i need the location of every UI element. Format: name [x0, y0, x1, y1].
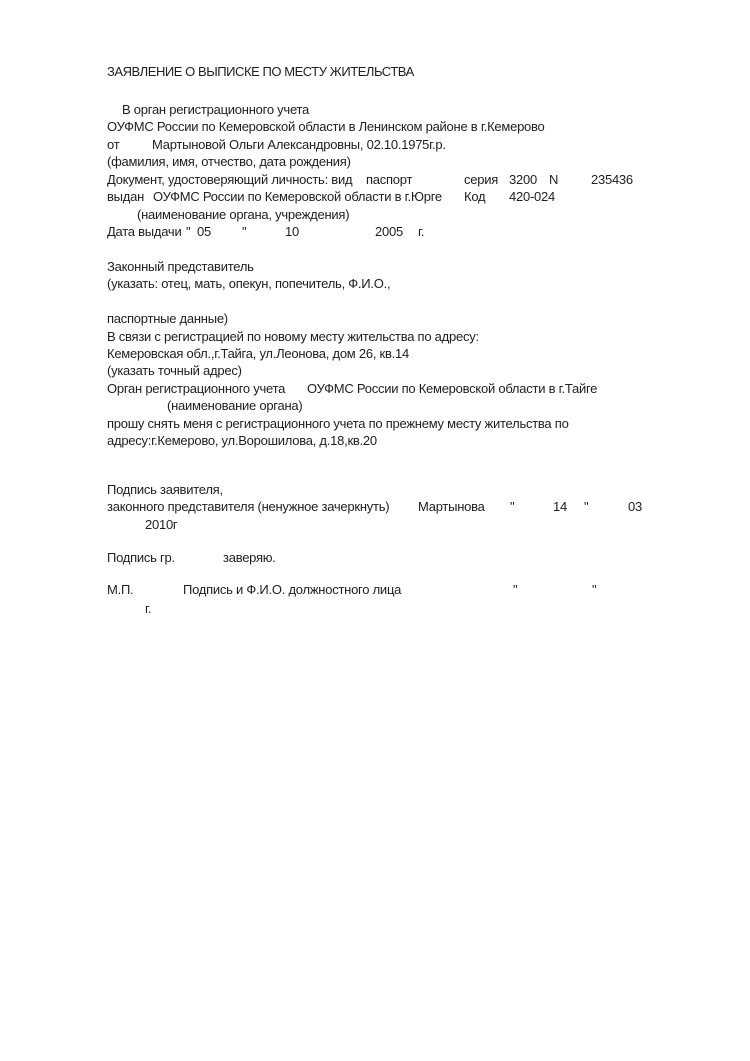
issued-by: ОУФМС России по Кемеровской области в г.Юрге: [153, 189, 442, 204]
issue-date-quote-close: ": [242, 224, 247, 239]
issue-date-quote-open: ": [186, 224, 191, 239]
series-label: серия: [464, 172, 499, 187]
issue-year-suffix: г.: [418, 224, 425, 239]
signature-quote-open: ": [510, 499, 515, 514]
reg-authority-value: ОУФМС России по Кемеровской области в г.Тайге: [307, 381, 598, 396]
signature-label-1: Подпись заявителя,: [107, 482, 223, 497]
code-label: Код: [464, 189, 486, 204]
number-label: N: [549, 172, 559, 187]
signature-quote-close: ": [584, 499, 589, 514]
code-value: 420-024: [509, 189, 555, 204]
reg-authority-hint: (наименование органа): [167, 398, 303, 413]
issuer-hint: (наименование органа, учреждения): [137, 207, 350, 222]
identity-kind-value: паспорт: [366, 172, 413, 187]
applicant-name: Мартыновой Ольги Александровны, 02.10.1975г.р.: [152, 137, 446, 152]
certify-label: заверяю.: [223, 550, 276, 565]
request-line-1: прошу снять меня с регистрационного учета по прежнему месту жительства по: [107, 416, 569, 431]
official-date-quote-open: ": [513, 582, 518, 597]
from-label: от: [107, 137, 120, 152]
recipient-intro: В орган регистрационного учета: [122, 102, 310, 117]
reg-authority-label: Орган регистрационного учета: [107, 381, 286, 396]
stamp-place-label: М.П.: [107, 582, 134, 597]
legal-rep-hint-1: (указать: отец, мать, опекун, попечитель, Ф.И.О.,: [107, 276, 391, 291]
issue-date-label: Дата выдачи: [107, 224, 182, 239]
signature-day-value: 14: [553, 499, 567, 514]
issue-year-value: 2005: [375, 224, 403, 239]
signature-name: Мартынова: [418, 499, 485, 514]
legal-rep-hint-2: паспортные данные): [107, 311, 228, 326]
series-value: 3200: [509, 172, 537, 187]
official-date-quote-close: ": [592, 582, 597, 597]
official-signature-label: Подпись и Ф.И.О. должностного лица: [183, 582, 402, 597]
issued-label: выдан: [107, 189, 144, 204]
request-line-2: адресу:г.Кемерово, ул.Ворошилова, д.18,кв.20: [107, 433, 377, 448]
address-hint: (указать точный адрес): [107, 363, 242, 378]
issue-month-value: 10: [285, 224, 299, 239]
identity-kind-label: Документ, удостоверяющий личность: вид: [107, 172, 353, 187]
new-address-intro: В связи с регистрацией по новому месту жительства по адресу:: [107, 329, 479, 344]
issue-day-value: 05: [197, 224, 211, 239]
number-value: 235436: [591, 172, 633, 187]
certify-sign-label: Подпись гр.: [107, 550, 175, 565]
signature-year-value: 2010г: [145, 517, 178, 532]
document-title: ЗАЯВЛЕНИЕ О ВЫПИСКЕ ПО МЕСТУ ЖИТЕЛЬСТВА: [107, 64, 414, 79]
signature-label-2: законного представителя (ненужное зачеркнуть): [107, 499, 390, 514]
official-year-suffix: г.: [145, 601, 152, 616]
signature-month-value: 03: [628, 499, 642, 514]
applicant-hint: (фамилия, имя, отчество, дата рождения): [107, 154, 351, 169]
legal-rep-label: Законный представитель: [107, 259, 254, 274]
new-address-value: Кемеровская обл.,г.Тайга, ул.Леонова, дом 26, кв.14: [107, 346, 409, 361]
recipient-authority: ОУФМС России по Кемеровской области в Ленинском районе в г.Кемерово: [107, 119, 545, 134]
